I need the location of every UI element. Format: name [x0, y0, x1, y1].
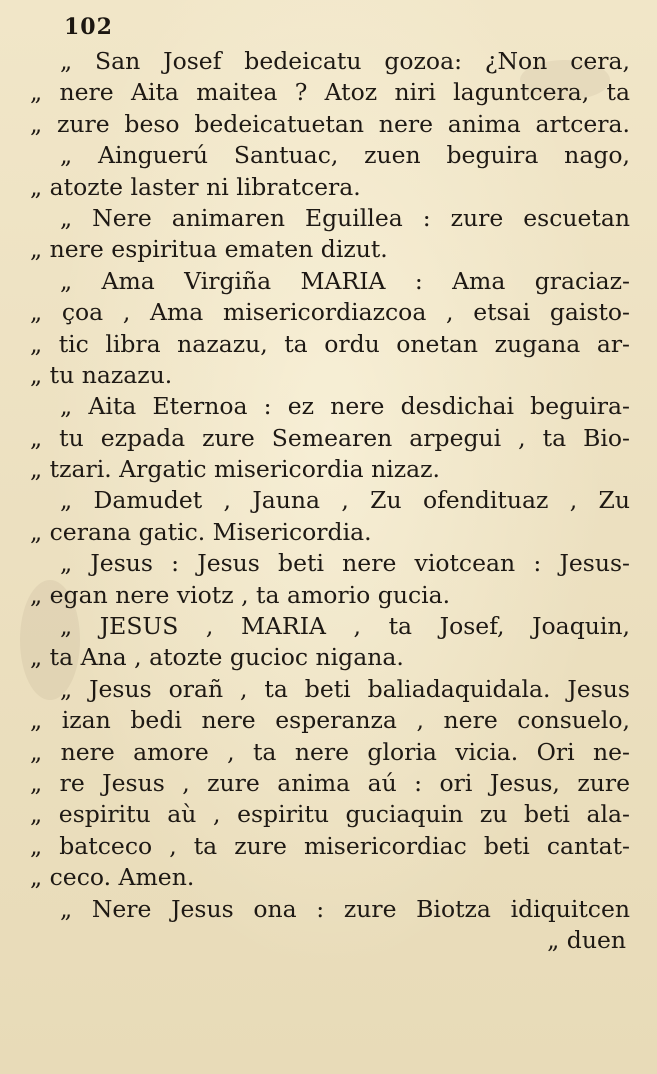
text-line: „ çoa , Ama misericordiazcoa , etsai gaisto- [30, 298, 630, 327]
text-line: „ ceco. Amen. [30, 863, 195, 892]
text-line: „ tzari. Argatic misericordia nizaz. [30, 455, 441, 484]
text-line: „ izan bedi nere esperanza , nere consuelo, [30, 706, 630, 735]
text-line: „ Jesus : Jesus beti nere viotcean : Jesus- [60, 549, 630, 578]
text-line: „ tic libra nazazu, ta ordu onetan zugana ar- [30, 329, 630, 358]
text-line: „ San Josef bedeicatu gozoa: ¿Non cera, [60, 47, 630, 75]
text-line: „ Aita Eternoa : ez nere desdichai beguira- [60, 392, 630, 421]
text-line: „ tu ezpada zure Semearen arpegui , ta Bio- [30, 423, 630, 452]
text-line: „ atozte laster ni libratcera. [30, 172, 361, 201]
text-line: „ egan nere viotz , ta amorio gucia. [30, 580, 451, 609]
text-line: „ nere amore , ta nere gloria vicia. Ori ne- [30, 737, 630, 766]
catchword: „ duen [547, 925, 626, 954]
text-line: „ JESUS , MARIA , ta Josef, Joaquin, [60, 612, 630, 641]
text-line: „ Damudet , Jauna , Zu ofendituaz , Zu [60, 486, 630, 515]
text-line: „ Jesus orañ , ta beti baliadaquidala. Jesus [60, 674, 630, 703]
text-line: „ Ainguerú Santuac, zuen beguira nago, [60, 141, 630, 170]
page-number: 102 [64, 14, 113, 40]
text-line: „ ta Ana , atozte gucioc nigana. [30, 643, 404, 672]
text-line: „ Nere Jesus ona : zure Biotza idiquitcen [60, 894, 630, 923]
text-line: „ nere espiritua ematen dizut. [30, 235, 388, 264]
text-line: „ tu nazazu. [30, 360, 173, 389]
text-line: „ cerana gatic. Misericordia. [30, 517, 372, 546]
text-line: „ re Jesus , zure anima aú : ori Jesus, zure [30, 768, 630, 797]
text-line: „ espiritu aù , espiritu guciaquin zu beti ala- [30, 800, 630, 829]
text-line: „ Ama Virgiña MARIA : Ama graciaz- [60, 266, 630, 295]
text-line: „ zure beso bedeicatuetan nere anima artcera. [30, 109, 630, 138]
text-line: „ nere Aita maitea ? Atoz niri laguntcera, ta [30, 78, 630, 107]
body-text [30, 46, 630, 956]
text-line: „ batceco , ta zure misericordiac beti cantat- [30, 831, 630, 860]
text-line: „ Nere animaren Eguillea : zure escuetan [60, 203, 630, 232]
